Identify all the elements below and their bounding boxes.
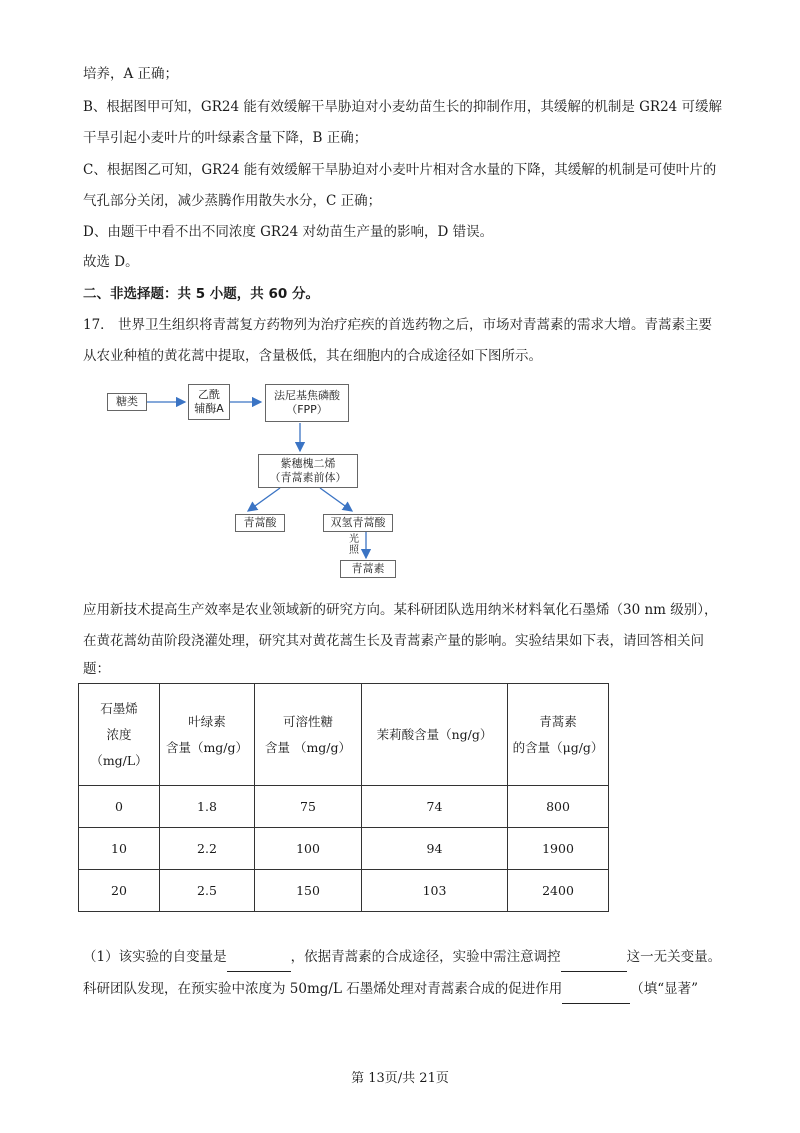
text-line: B、根据图甲可知，GR24 能有效缓解干旱胁迫对小麦幼苗生长的抑制作用，其缓解的机制是 GR24 可缓解 [83, 99, 723, 115]
question-1-text: ，依据青蒿素的合成途径，实验中需注意调控 [290, 949, 561, 965]
table-cell: 20 [79, 870, 160, 912]
table-cell: 1900 [508, 828, 609, 870]
light-condition-label: 光照 [349, 534, 359, 556]
text-line: D、由题干中看不出不同浓度 GR24 对幼苗生产量的影响，D 错误。 [83, 224, 494, 240]
text-line: 干旱引起小麦叶片的叶绿素含量下降，B 正确； [83, 130, 368, 146]
dihydro-acid-box [323, 514, 393, 532]
answer-blank-3[interactable] [562, 975, 630, 1004]
artemisinin-box [340, 560, 396, 578]
text-line: 在黄花蒿幼苗阶段浇灌处理，研究其对黄花蒿生长及青蒿素产量的影响。实验结果如下表，请回答相关问 [83, 633, 704, 649]
header-jasmonic-acid: 茉莉酸含量（ng/g） [362, 684, 508, 786]
acetyl-label-2: 辅酶A [194, 402, 224, 415]
text-line: 气孔部分关闭，减少蒸腾作用散失水分，C 正确； [83, 193, 382, 209]
header-graphene-concentration: 石墨烯 浓度 （mg/L） [79, 684, 160, 786]
text-line: C、根据图乙可知，GR24 能有效缓解干旱胁迫对小麦叶片相对含水量的下降，其缓解的机制是可使叶片的 [83, 162, 717, 178]
table-cell: 2.2 [160, 828, 255, 870]
artemisinin-label: 青蒿素 [351, 562, 385, 575]
acetyl-coa-box [188, 384, 230, 420]
table-cell: 0 [79, 786, 160, 828]
question-1-line-2 [83, 975, 743, 1004]
table-cell: 94 [362, 828, 508, 870]
text-line: 故选 D。 [83, 254, 139, 270]
page-number: 第 13页/共 21页 [351, 1071, 449, 1086]
question-1-line-1 [83, 943, 743, 972]
table-row [79, 828, 609, 870]
sugar-box [107, 393, 147, 411]
answer-blank-2[interactable] [561, 943, 627, 972]
table-cell: 2.5 [160, 870, 255, 912]
table-cell: 100 [255, 828, 362, 870]
acetyl-label-1: 乙酰 [198, 388, 220, 401]
table-cell: 103 [362, 870, 508, 912]
header-chlorophyll: 叶绿素 含量（mg/g） [160, 684, 255, 786]
question-1-text: （填“显著” [630, 981, 699, 997]
sugar-label: 糖类 [116, 395, 138, 408]
text-line: 培养，A 正确； [83, 66, 179, 82]
table-cell: 2400 [508, 870, 609, 912]
fpp-box [265, 384, 349, 422]
header-soluble-sugar: 可溶性糖 含量 （mg/g） [255, 684, 362, 786]
synthesis-pathway-diagram [80, 380, 500, 580]
dihydro-acid-label: 双氢青蒿酸 [330, 516, 386, 529]
table-cell: 150 [255, 870, 362, 912]
fpp-label-2: （FPP） [286, 403, 328, 416]
question-1-text: （1）该实验的自变量是 [83, 949, 227, 965]
question-1-text: 科研团队发现，在预实验中浓度为 50mg/L 石墨烯处理对青蒿素合成的促进作用 [83, 981, 563, 997]
fpp-label-1: 法尼基焦磷酸 [274, 389, 340, 402]
table-cell: 1.8 [160, 786, 255, 828]
text-line: 应用新技术提高生产效率是农业领域新的研究方向。某科研团队选用纳米材料氧化石墨烯（30 nm 级别）， [83, 602, 718, 618]
artemisinic-acid-box [235, 514, 285, 532]
question-17-line-2: 从农业种植的黄花蒿中提取，含量极低，其在细胞内的合成途径如下图所示。 [83, 348, 542, 364]
table-cell: 74 [362, 786, 508, 828]
table-row [79, 786, 609, 828]
experiment-results-table [78, 683, 609, 912]
section-heading: 二、非选择题：共 5 小题，共 60 分。 [83, 286, 319, 302]
table-cell: 10 [79, 828, 160, 870]
precursor-label-2: （青蒿素前体） [269, 471, 347, 484]
table-cell: 800 [508, 786, 609, 828]
answer-blank-1[interactable] [227, 943, 291, 972]
question-1-text: 这一无关变量。 [626, 949, 722, 965]
table-header-row [79, 684, 609, 786]
question-17-line-1: 17． 世界卫生组织将青蒿复方药物列为治疗疟疾的首选药物之后，市场对青蒿素的需求大增。青蒿素主要 [83, 317, 712, 333]
text-line: 题： [83, 661, 110, 677]
table-cell: 75 [255, 786, 362, 828]
precursor-label-1: 紫穗槐二烯 [280, 457, 336, 470]
header-artemisinin: 青蒿素 的含量（μg/g） [508, 684, 609, 786]
precursor-box [258, 454, 358, 488]
artemisinic-acid-label: 青蒿酸 [243, 516, 277, 529]
table-row [79, 870, 609, 912]
